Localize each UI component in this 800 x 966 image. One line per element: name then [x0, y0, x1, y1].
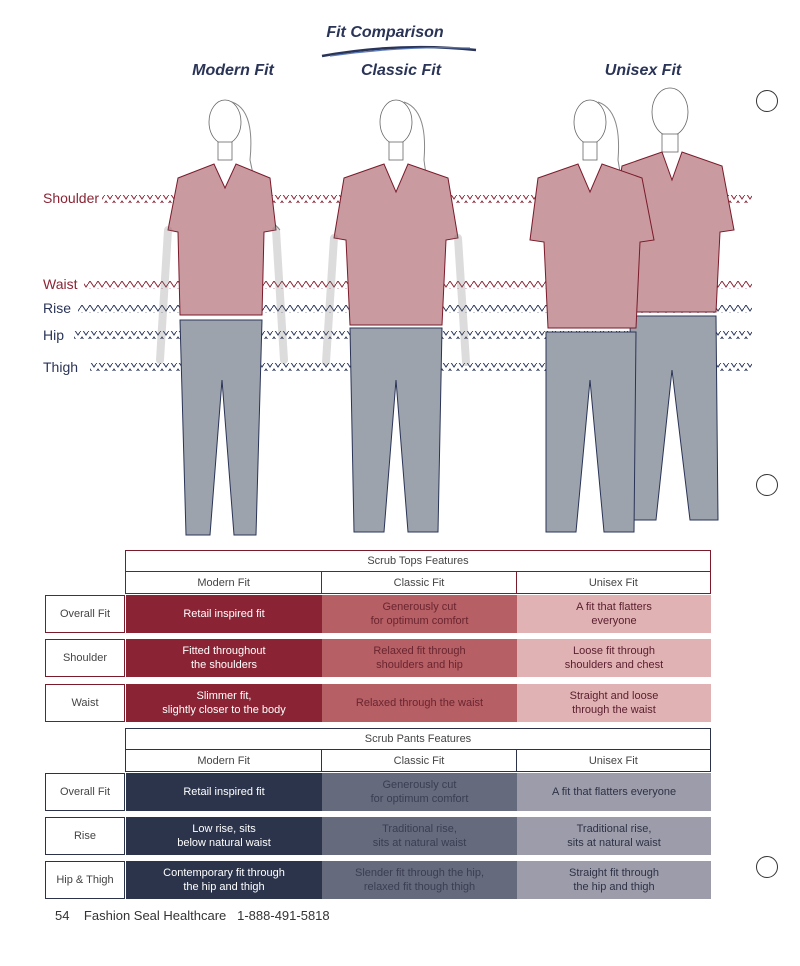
tops-cell: Loose fit through shoulders and chest [517, 639, 711, 677]
pants-cell: Slender fit through the hip, relaxed fit though thigh [322, 861, 517, 899]
tops-cell: Relaxed fit through shoulders and hip [322, 639, 517, 677]
fit-comparison-illustration [0, 80, 800, 550]
title-swoosh [320, 44, 480, 58]
pants-cell: A fit that flatters everyone [517, 773, 711, 811]
fit-label-modern: Modern Fit [192, 62, 274, 79]
pants-cell: Retail inspired fit [126, 773, 322, 811]
page-title: Fit Comparison [326, 24, 444, 41]
tops-table-title: Scrub Tops Features [125, 550, 711, 572]
tops-col-header: Modern Fit [197, 576, 250, 589]
tops-column-headers [125, 572, 711, 594]
pants-row-label: Hip & Thigh [45, 861, 125, 899]
tops-row-label: Overall Fit [45, 595, 125, 633]
pants-row-label: Rise [45, 817, 125, 855]
fit-label-unisex: Unisex Fit [604, 62, 682, 79]
pants-cell: Contemporary fit through the hip and thigh [126, 861, 322, 899]
measure-label-hip: Hip [43, 327, 65, 343]
brand-name: Fashion Seal Healthcare [83, 908, 227, 923]
measure-label-thigh: Thigh [43, 359, 79, 375]
phone-number: 1-888-491-5818 [237, 908, 330, 923]
tops-cell: Relaxed through the waist [322, 684, 517, 722]
footer [55, 908, 330, 923]
pants-cell: Traditional rise, sits at natural waist [517, 817, 711, 855]
measure-label-shoulder: Shoulder [43, 190, 100, 206]
tops-cell: Straight and loose through the waist [517, 684, 711, 722]
measure-label-rise: Rise [43, 300, 72, 316]
pants-cell: Straight fit through the hip and thigh [517, 861, 711, 899]
tops-cell: Slimmer fit, slightly closer to the body [126, 684, 322, 722]
modern-fit-figure [160, 100, 284, 535]
binder-hole [756, 856, 778, 878]
pants-column-headers [125, 750, 711, 772]
tops-row-label: Waist [45, 684, 125, 722]
tops-col-header: Classic Fit [321, 572, 515, 593]
tops-cell: A fit that flatters everyone [517, 595, 711, 633]
pants-cell: Generously cut for optimum comfort [322, 773, 517, 811]
tops-row-label: Shoulder [45, 639, 125, 677]
measure-label-waist: Waist [43, 276, 78, 292]
tops-col-header: Unisex Fit [516, 572, 710, 593]
tops-cell: Retail inspired fit [126, 595, 322, 633]
pants-col-header: Classic Fit [321, 750, 515, 771]
pants-cell: Traditional rise, sits at natural waist [322, 817, 517, 855]
tops-cell: Generously cut for optimum comfort [322, 595, 517, 633]
tops-cell: Fitted throughout the shoulders [126, 639, 322, 677]
fit-label-classic: Classic Fit [360, 62, 442, 79]
pants-row-label: Overall Fit [45, 773, 125, 811]
page-number: 54 [55, 908, 70, 923]
pants-table-title: Scrub Pants Features [125, 728, 711, 750]
pants-col-header: Unisex Fit [516, 750, 710, 771]
pants-col-header: Modern Fit [197, 754, 250, 767]
classic-fit-figure [326, 100, 466, 532]
pants-cell: Low rise, sits below natural waist [126, 817, 322, 855]
